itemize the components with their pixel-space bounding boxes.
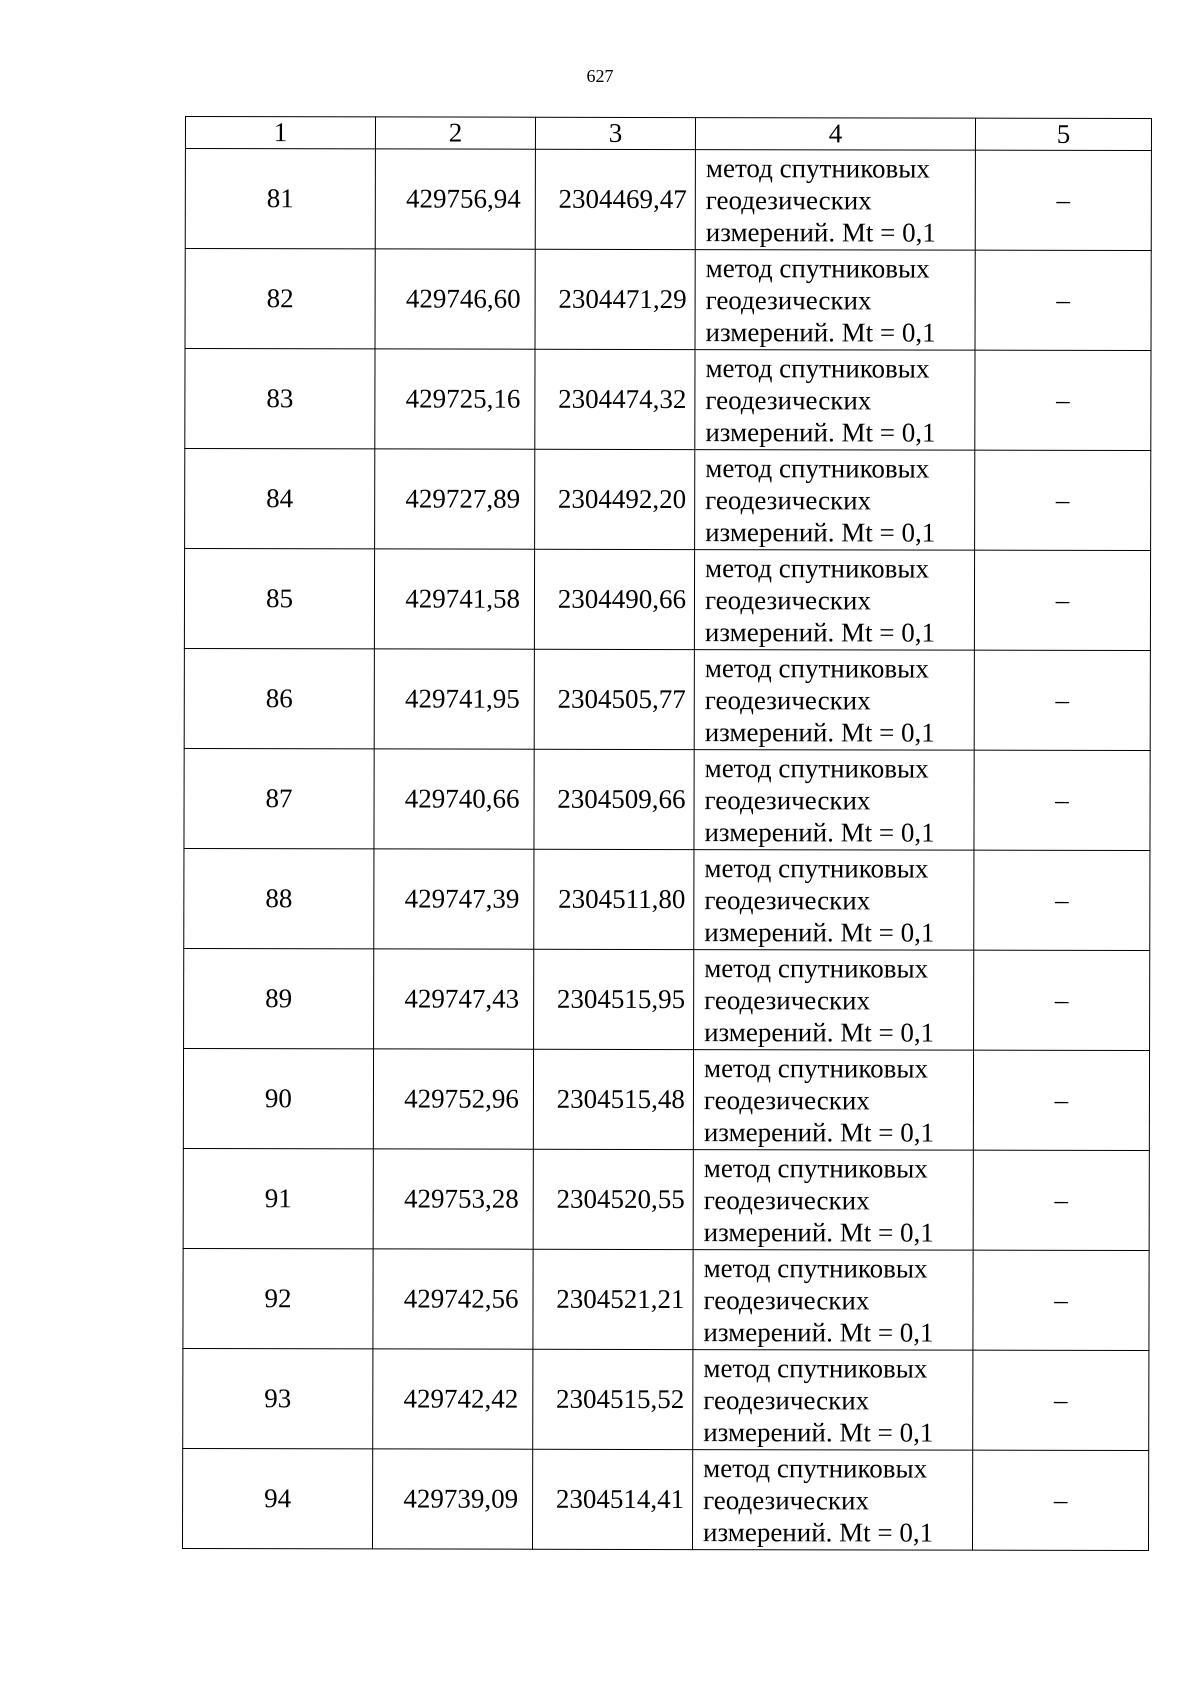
method-text-line: метод спутниковых xyxy=(703,1152,928,1184)
method-text-line: измерений. Mt = 0,1 xyxy=(703,1516,934,1548)
method-text-line: метод спутниковых xyxy=(703,1452,928,1484)
coordinate-y-cell: 2304511,80 xyxy=(534,849,694,949)
point-number-cell: 84 xyxy=(185,449,375,549)
method-cell xyxy=(695,250,975,351)
note-cell: – xyxy=(975,350,1151,450)
point-number-cell: 90 xyxy=(183,1048,373,1148)
method-text-line: измерений. Mt = 0,1 xyxy=(704,716,935,748)
note-cell: – xyxy=(974,750,1150,850)
method-text-line: геодезических xyxy=(703,1084,870,1115)
coordinate-y-cell: 2304514,41 xyxy=(532,1449,692,1549)
note-cell: – xyxy=(974,950,1150,1050)
table-row xyxy=(185,249,1151,351)
coordinate-y-cell: 2304515,95 xyxy=(534,949,694,1049)
column-header-2: 2 xyxy=(375,117,535,149)
method-text-line: геодезических xyxy=(704,784,871,815)
note-cell: – xyxy=(975,450,1151,550)
table-row xyxy=(184,748,1150,850)
coordinate-x-cell: 429739,09 xyxy=(372,1449,532,1549)
method-text-line: измерений. Mt = 0,1 xyxy=(705,316,936,348)
coordinate-y-cell: 2304509,66 xyxy=(534,749,694,849)
coordinate-x-cell: 429741,58 xyxy=(374,549,534,649)
method-text-line: измерений. Mt = 0,1 xyxy=(704,1016,935,1048)
method-cell xyxy=(695,450,975,551)
method-cell xyxy=(694,850,974,951)
coordinate-y-cell: 2304515,48 xyxy=(533,1049,693,1149)
coordinate-y-cell: 2304515,52 xyxy=(533,1349,693,1449)
method-text-line: геодезических xyxy=(703,1284,870,1315)
table-body xyxy=(182,149,1151,1551)
coordinate-x-cell: 429740,66 xyxy=(374,749,534,849)
note-cell: – xyxy=(973,1050,1149,1150)
note-cell: – xyxy=(972,1450,1148,1550)
method-text-line: геодезических xyxy=(704,984,871,1015)
method-text-line: измерений. Mt = 0,1 xyxy=(703,1116,935,1148)
coordinate-x-cell: 429747,43 xyxy=(374,949,534,1049)
method-text-line: метод спутниковых xyxy=(704,952,929,984)
method-text-line: метод спутниковых xyxy=(704,852,929,884)
method-text-line: измерений. Mt = 0,1 xyxy=(703,1216,934,1248)
method-text-line: измерений. Mt = 0,1 xyxy=(705,216,936,248)
point-number-cell: 94 xyxy=(182,1448,372,1548)
coordinate-x-cell: 429742,42 xyxy=(373,1349,533,1449)
method-cell xyxy=(693,1250,973,1351)
point-number-cell: 93 xyxy=(183,1348,373,1448)
point-number-cell: 89 xyxy=(184,948,374,1048)
method-cell xyxy=(694,950,974,1051)
table-header-row xyxy=(185,117,1151,151)
point-number-cell: 82 xyxy=(185,249,375,349)
method-text-line: метод спутниковых xyxy=(703,1352,928,1384)
coordinate-y-cell: 2304474,32 xyxy=(535,349,695,449)
note-cell: – xyxy=(974,550,1150,650)
method-text-line: метод спутниковых xyxy=(705,252,930,284)
method-text-line: метод спутниковых xyxy=(705,352,930,384)
method-cell xyxy=(695,350,975,451)
method-text-line: геодезических xyxy=(705,384,872,415)
point-number-cell: 81 xyxy=(185,149,375,249)
table-row xyxy=(183,1248,1149,1350)
coordinate-y-cell: 2304492,20 xyxy=(535,449,695,549)
point-number-cell: 85 xyxy=(184,549,374,649)
method-text-line: метод спутниковых xyxy=(705,152,930,184)
method-text-line: измерений. Mt = 0,1 xyxy=(703,1416,934,1448)
column-header-4: 4 xyxy=(695,118,975,151)
method-cell xyxy=(695,150,975,251)
table-row xyxy=(183,1048,1149,1150)
column-header-3: 3 xyxy=(535,117,695,149)
coordinate-x-cell: 429725,16 xyxy=(375,349,535,449)
note-cell: – xyxy=(975,250,1151,350)
coordinate-y-cell: 2304520,55 xyxy=(533,1149,693,1249)
method-text-line: измерений. Mt = 0,1 xyxy=(704,916,935,948)
coordinate-x-cell: 429746,60 xyxy=(375,249,535,349)
method-text-line: геодезических xyxy=(705,284,872,315)
coordinate-y-cell: 2304469,47 xyxy=(535,149,695,249)
table-row xyxy=(184,848,1150,950)
method-text-line: метод спутниковых xyxy=(703,1052,929,1084)
column-header-1: 1 xyxy=(185,117,375,149)
coordinate-y-cell: 2304505,77 xyxy=(534,649,694,749)
column-header-5: 5 xyxy=(975,118,1151,150)
method-cell xyxy=(694,750,974,851)
method-cell xyxy=(693,1050,973,1151)
note-cell: – xyxy=(975,150,1151,250)
method-text-line: метод спутниковых xyxy=(704,752,929,784)
method-text-line: геодезических xyxy=(703,1484,870,1515)
method-text-line: измерений. Mt = 0,1 xyxy=(705,516,936,548)
table-row xyxy=(185,349,1151,451)
table-row xyxy=(183,1148,1149,1250)
coordinate-x-cell: 429747,39 xyxy=(374,849,534,949)
method-text-line: измерений. Mt = 0,1 xyxy=(704,616,936,648)
coordinate-x-cell: 429727,89 xyxy=(375,449,535,549)
coordinate-y-cell: 2304471,29 xyxy=(535,249,695,349)
table-row xyxy=(183,1348,1149,1450)
method-text-line: измерений. Mt = 0,1 xyxy=(705,416,936,448)
method-text-line: геодезических xyxy=(704,884,871,915)
coordinate-x-cell: 429742,56 xyxy=(373,1249,533,1349)
method-text-line: геодезических xyxy=(703,1184,870,1215)
method-text-line: геодезических xyxy=(705,184,872,215)
table-row xyxy=(184,648,1150,750)
coordinate-x-cell: 429756,94 xyxy=(375,149,535,249)
method-text-line: метод спутниковых xyxy=(704,652,929,684)
table-row xyxy=(182,1448,1148,1550)
method-cell xyxy=(692,1450,972,1551)
note-cell: – xyxy=(974,650,1150,750)
method-text-line: измерений. Mt = 0,1 xyxy=(704,816,935,848)
method-text-line: метод спутниковых xyxy=(705,452,930,484)
table-row xyxy=(185,449,1151,551)
coordinate-x-cell: 429752,96 xyxy=(373,1049,533,1149)
table-row xyxy=(184,549,1150,651)
table-row xyxy=(185,149,1151,251)
note-cell: – xyxy=(974,850,1150,950)
point-number-cell: 83 xyxy=(185,349,375,449)
method-text-line: метод спутниковых xyxy=(705,552,930,584)
method-text-line: геодезических xyxy=(704,584,871,615)
page-number: 627 xyxy=(586,66,614,86)
point-number-cell: 92 xyxy=(183,1248,373,1348)
method-cell xyxy=(694,650,974,751)
point-number-cell: 87 xyxy=(184,748,374,848)
coordinate-y-cell: 2304490,66 xyxy=(534,549,694,649)
method-text-line: геодезических xyxy=(703,1384,870,1415)
method-text-line: геодезических xyxy=(704,684,871,715)
coordinates-table xyxy=(182,116,1152,1551)
method-cell xyxy=(693,1150,973,1251)
point-number-cell: 86 xyxy=(184,648,374,748)
point-number-cell: 88 xyxy=(184,848,374,948)
note-cell: – xyxy=(973,1250,1149,1350)
method-text-line: метод спутниковых xyxy=(703,1252,928,1284)
coordinate-x-cell: 429753,28 xyxy=(373,1149,533,1249)
coordinates-table-wrapper xyxy=(182,116,1151,1551)
note-cell: – xyxy=(973,1150,1149,1250)
note-cell: – xyxy=(973,1350,1149,1450)
table-row xyxy=(184,948,1150,1050)
method-text-line: измерений. Mt = 0,1 xyxy=(703,1316,934,1348)
method-text-line: геодезических xyxy=(705,484,872,515)
method-cell xyxy=(693,1350,973,1451)
coordinate-y-cell: 2304521,21 xyxy=(533,1249,693,1349)
point-number-cell: 91 xyxy=(183,1148,373,1248)
method-cell xyxy=(694,550,974,651)
coordinate-x-cell: 429741,95 xyxy=(374,649,534,749)
